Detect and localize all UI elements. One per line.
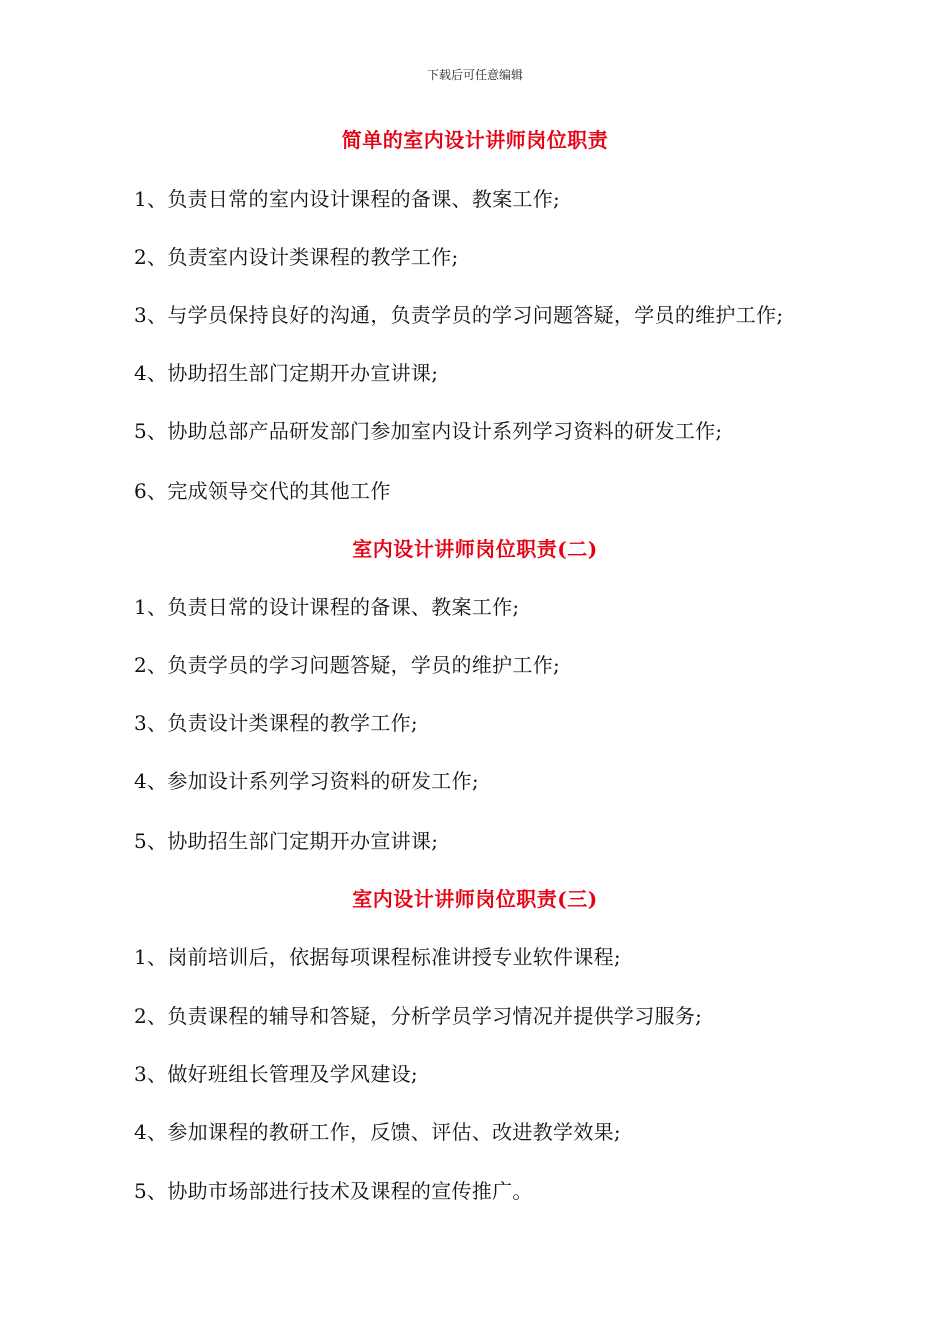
list-item: 1、负责日常的室内设计课程的备课、教案工作; bbox=[134, 187, 561, 211]
section-title-2: 室内设计讲师岗位职责(二) bbox=[352, 537, 598, 561]
list-item: 4、参加课程的教研工作，反馈、评估、改进教学效果; bbox=[134, 1120, 621, 1144]
list-item: 5、协助总部产品研发部门参加室内设计系列学习资料的研发工作; bbox=[134, 419, 723, 443]
list-item: 2、负责课程的辅导和答疑，分析学员学习情况并提供学习服务; bbox=[134, 1004, 703, 1028]
list-item: 3、做好班组长管理及学风建设; bbox=[134, 1062, 418, 1086]
section-title-1: 简单的室内设计讲师岗位职责 bbox=[341, 128, 609, 152]
header-note: 下载后可任意编辑 bbox=[426, 68, 523, 82]
list-item: 2、负责室内设计类课程的教学工作; bbox=[134, 245, 459, 269]
list-item: 3、负责设计类课程的教学工作; bbox=[134, 711, 418, 735]
list-item: 4、协助招生部门定期开办宣讲课; bbox=[134, 361, 439, 385]
list-item: 5、协助市场部进行技术及课程的宣传推广。 bbox=[134, 1179, 533, 1203]
section-title-3: 室内设计讲师岗位职责(三) bbox=[352, 887, 598, 911]
list-item: 4、参加设计系列学习资料的研发工作; bbox=[134, 769, 479, 793]
list-item: 6、完成领导交代的其他工作 bbox=[134, 479, 391, 503]
list-item: 1、负责日常的设计课程的备课、教案工作; bbox=[134, 595, 520, 619]
list-item: 2、负责学员的学习问题答疑，学员的维护工作; bbox=[134, 653, 561, 677]
list-item: 5、协助招生部门定期开办宣讲课; bbox=[134, 829, 439, 853]
list-item: 1、岗前培训后，依据每项课程标准讲授专业软件课程; bbox=[134, 945, 621, 969]
list-item: 3、与学员保持良好的沟通，负责学员的学习问题答疑，学员的维护工作; bbox=[134, 303, 784, 327]
